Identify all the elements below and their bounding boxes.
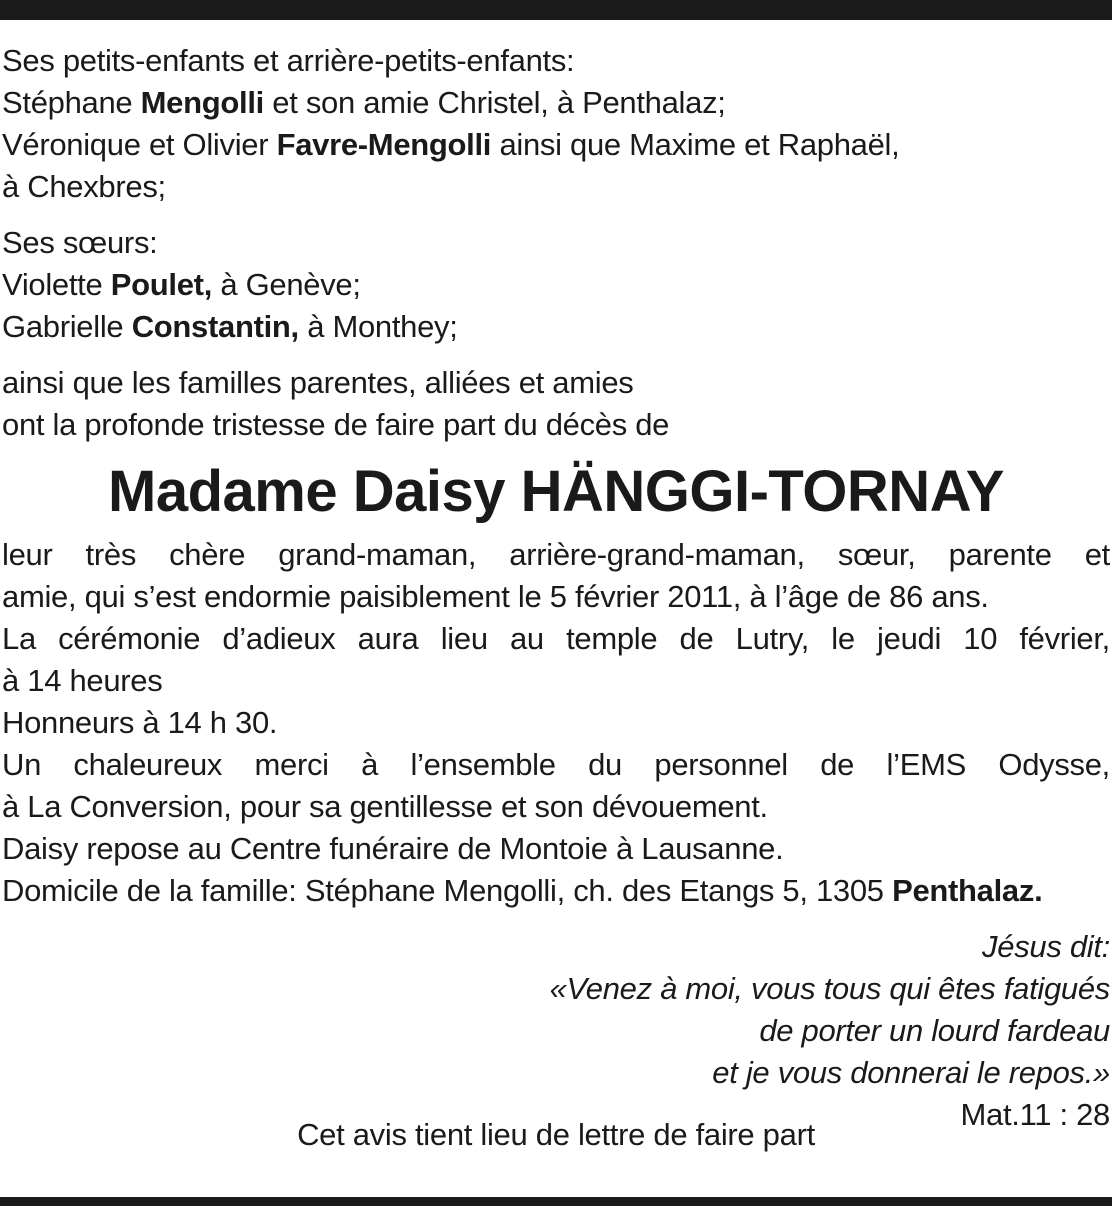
quote-line: «Venez à moi, vous tous qui êtes fatigués [549,971,1110,1006]
grandchildren-intro: Ses petits-enfants et arrière-petits-enfants: [2,43,575,78]
grandchild-line: à Chexbres; [2,169,166,204]
text: Véronique et Olivier [2,127,277,162]
surname: Constantin, [131,309,299,344]
sisters-intro: Ses sœurs: [2,225,158,260]
town: Penthalaz. [892,873,1043,908]
grandchild-line [2,124,1110,166]
quote-reference: Mat.11 : 28 [960,1097,1110,1132]
surname: Poulet, [110,267,213,302]
text: à Genève; [212,267,361,302]
sisters-section [2,222,1110,348]
text: à Monthey; [298,309,458,344]
surname: Favre-Mengolli [276,127,492,162]
quote-line: de porter un lourd fardeau [759,1013,1110,1048]
body-line: Honneurs à 14 h 30. [2,705,278,740]
announcement-line: ont la profonde tristesse de faire part du décès de [2,407,670,442]
body-line: Daisy repose au Centre funéraire de Montoie à Lausanne. [2,831,784,866]
family-address [2,870,1110,912]
text: et son amie Christel, à Penthalaz; [263,85,726,120]
announcement-section [2,362,1110,446]
announcement-line: ainsi que les familles parentes, alliées et amies [2,365,634,400]
text: Stéphane [2,85,141,120]
body-line: Un chaleureux merci à l’ensemble du personnel de l’EMS Odysse, [2,747,1110,782]
text: Violette [2,267,111,302]
sister-line [2,264,1110,306]
body-line: à 14 heures [2,663,163,698]
bible-quote [2,926,1110,1136]
body-line: leur très chère grand-maman, arrière-grand-maman, sœur, parente et [2,537,1110,572]
deceased-name: Madame Daisy HÄNGGI-TORNAY [108,459,1004,524]
body-line: amie, qui s’est endormie paisiblement le 5 février 2011, à l’âge de 86 ans. [2,579,989,614]
text: Gabrielle [2,309,132,344]
text: ainsi que Maxime et Raphaël, [491,127,900,162]
body-line: La cérémonie d’adieux aura lieu au temple de Lutry, le jeudi 10 février, [2,621,1110,656]
quote-line: et je vous donnerai le repos.» [712,1055,1110,1090]
footer-note: Cet avis tient lieu de lettre de faire part [297,1117,815,1152]
text: Domicile de la famille: Stéphane Mengolli, ch. des Etangs 5, 1305 [2,873,893,908]
quote-line: Jésus dit: [982,929,1110,964]
footer-note-wrap [0,1114,1112,1156]
grandchildren-section [2,40,1110,208]
top-rule [0,0,1112,20]
sister-line [2,306,1110,348]
bottom-rule [0,1197,1112,1206]
body-line: à La Conversion, pour sa gentillesse et son dévouement. [2,789,768,824]
grandchild-line [2,82,1110,124]
body-section [2,534,1110,912]
surname: Mengolli [140,85,264,120]
obituary-notice [2,40,1110,1136]
